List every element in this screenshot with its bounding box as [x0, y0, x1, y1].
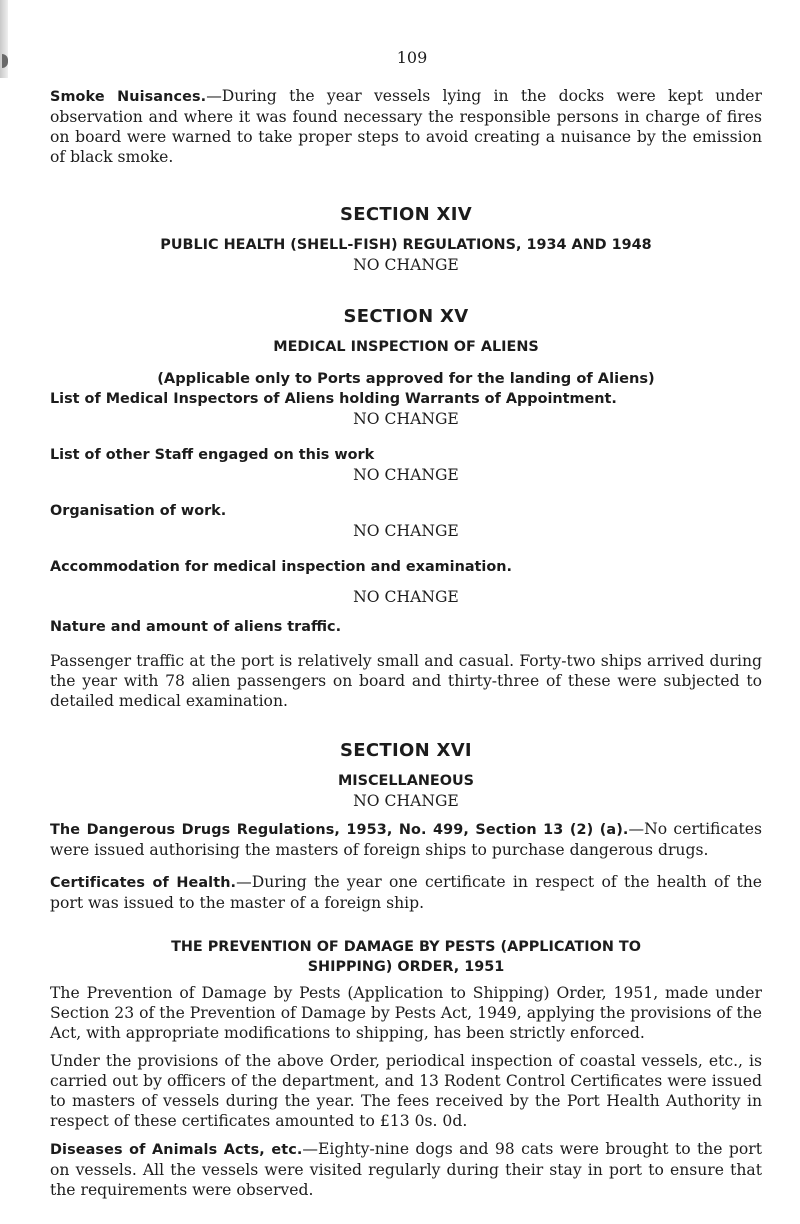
aliens-traffic-heading: Nature and amount of aliens traffic.	[50, 619, 342, 635]
smoke-nuisances-paragraph	[50, 86, 762, 167]
dangerous-drugs-text: —No certificates were issued authorising the masters of foreign ships to purchase dangerous drugs.	[50, 820, 762, 859]
page-number: 109	[396, 48, 428, 67]
aliens-traffic-paragraph: Passenger traffic at the port is relatively small and casual. Forty-two ships arrived during the year with 78 alien passengers on board and thirty-three of these were subjected to detailed medical examination.	[50, 652, 762, 710]
diseases-of-animals-text: —Eighty-nine dogs and 98 cats were brought to the port on vessels. All the vessels were visited regularly during their stay in port to ensure that the requirements were observed.	[50, 1140, 762, 1199]
dangerous-drugs-heading: The Dangerous Drugs Regulations, 1953, No. 499, Section 13 (2) (a).	[50, 822, 629, 838]
section-15-subtitle: MEDICAL INSPECTION OF ALIENS	[273, 339, 539, 355]
pests-order-paragraph-2: Under the provisions of the above Order, periodical inspection of coastal vessels, etc., is carried out by officers of the department, and 13 Rodent Control Certificates were issued to masters of vessels during the year. The fees received by the Port Health Authority in respect of these certificates amounted to £13 0s. 0d.	[50, 1052, 762, 1130]
section-14-status: NO CHANGE	[353, 256, 459, 274]
aliens-item-heading: List of other Staff engaged on this work	[50, 447, 375, 463]
diseases-of-animals-paragraph	[50, 1139, 762, 1200]
pests-order-paragraph-1: The Prevention of Damage by Pests (Application to Shipping) Order, 1951, made under Section 23 of the Prevention of Damage by Pests Act, 1949, applying the provisions of the Act, with appropriate modifications to shipping, has been strictly enforced.	[50, 984, 762, 1042]
document-page	[50, 48, 762, 1200]
aliens-item-heading: Organisation of work.	[50, 503, 227, 519]
section-14-title: SECTION XIV	[340, 204, 472, 225]
certificates-of-health-text: —During the year one certificate in respect of the health of the port was issued to the master of a foreign ship.	[50, 873, 763, 912]
certificates-of-health-paragraph	[50, 872, 762, 913]
pests-order-title-line-2: SHIPPING) ORDER, 1951	[307, 959, 505, 975]
certificates-of-health-heading: Certificates of Health.	[50, 875, 237, 891]
section-15-title: SECTION XV	[343, 306, 469, 327]
aliens-item-status: NO CHANGE	[353, 588, 459, 606]
smoke-nuisances-text: —During the year vessels lying in the docks were kept under observation and where it was found necessary the responsible persons in charge of fires on board were warned to take proper steps to avoid creating a nuisance by the emission of black smoke.	[50, 87, 762, 166]
aliens-item-status: NO CHANGE	[353, 466, 459, 484]
section-16-title: SECTION XVI	[340, 740, 472, 761]
diseases-of-animals-heading: Diseases of Animals Acts, etc.	[50, 1142, 303, 1158]
pests-order-title-line-1: THE PREVENTION OF DAMAGE BY PESTS (APPLICATION TO	[171, 939, 641, 955]
section-14-subtitle: PUBLIC HEALTH (SHELL-FISH) REGULATIONS, 1934 AND 1948	[160, 237, 652, 253]
dangerous-drugs-paragraph	[50, 819, 762, 860]
aliens-item-heading: List of Medical Inspectors of Aliens holding Warrants of Appointment.	[50, 391, 617, 407]
aliens-item-status: NO CHANGE	[353, 522, 459, 540]
section-16-status: NO CHANGE	[353, 792, 459, 810]
smoke-nuisances-heading: Smoke Nuisances.	[50, 89, 207, 105]
aliens-item-status: NO CHANGE	[353, 410, 459, 428]
section-15-note: (Applicable only to Ports approved for the landing of Aliens)	[157, 370, 655, 387]
aliens-item-heading: Accommodation for medical inspection and examination.	[50, 559, 512, 575]
section-16-subtitle: MISCELLANEOUS	[337, 773, 475, 789]
